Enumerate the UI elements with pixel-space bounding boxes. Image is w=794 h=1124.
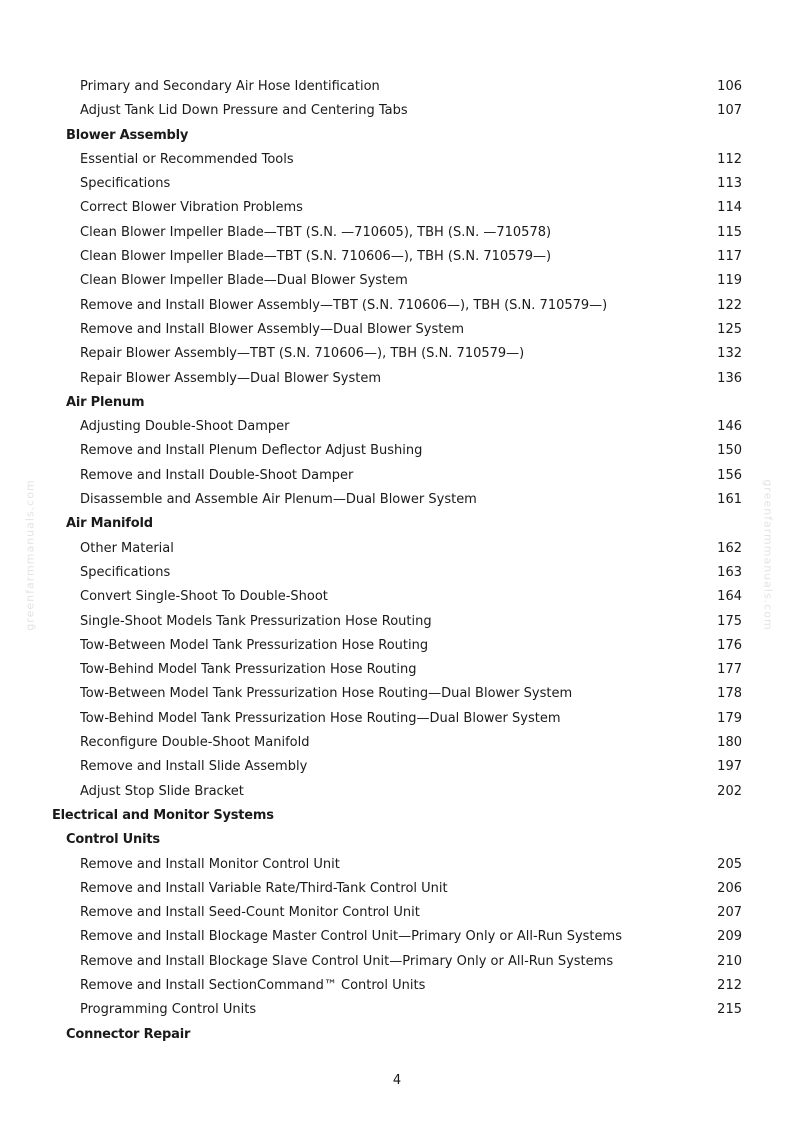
- toc-entry[interactable]: [0, 75, 794, 99]
- toc-entry[interactable]: [0, 901, 794, 925]
- toc-entry-title: Remove and Install SectionCommand™ Control Units: [80, 977, 426, 993]
- toc-page-number: 106: [717, 79, 742, 94]
- toc-entry-title: Remove and Install Monitor Control Unit: [80, 856, 340, 872]
- toc-entry[interactable]: [0, 439, 794, 463]
- toc-heading-title: Blower Assembly: [66, 127, 189, 143]
- toc-entry[interactable]: [0, 99, 794, 123]
- toc-page-number: 215: [717, 1002, 742, 1018]
- toc-page-number: 176: [717, 637, 742, 653]
- toc-entry-title: Remove and Install Blower Assembly—TBT (S.N. 710606—), TBH (S.N. 710579—): [80, 297, 608, 313]
- toc-entry[interactable]: [0, 294, 794, 318]
- toc-entry-title: Clean Blower Impeller Blade—TBT (S.N. 710606—), TBH (S.N. 710579—): [80, 249, 552, 265]
- toc-entry-title: Remove and Install Seed-Count Monitor Control Unit: [80, 905, 420, 921]
- toc-entry-title: Adjust Stop Slide Bracket: [80, 783, 244, 799]
- toc-entry-title: Clean Blower Impeller Blade—Dual Blower System: [80, 273, 408, 289]
- toc-entry-title: Repair Blower Assembly—TBT (S.N. 710606—), TBH (S.N. 710579—): [80, 346, 525, 362]
- toc-entry-title: Single-Shoot Models Tank Pressurization Hose Routing: [80, 613, 432, 629]
- toc-entry[interactable]: [0, 367, 794, 391]
- toc-page-number: 212: [717, 977, 742, 993]
- toc-entry[interactable]: [0, 464, 794, 488]
- toc-section-heading: [0, 124, 794, 148]
- toc-entry[interactable]: [0, 658, 794, 682]
- toc-heading-title: Control Units: [66, 832, 160, 848]
- toc-page-number: 117: [717, 249, 742, 265]
- toc-entry-title: Convert Single-Shoot To Double-Shoot: [80, 589, 328, 605]
- toc-entry[interactable]: [0, 245, 794, 269]
- toc-entry-title: Specifications: [80, 176, 171, 192]
- toc-entry-title: Correct Blower Vibration Problems: [80, 200, 303, 216]
- toc-entry[interactable]: [0, 925, 794, 949]
- toc-entry[interactable]: [0, 731, 794, 755]
- toc-entry-title: Tow-Between Model Tank Pressurization Hose Routing—Dual Blower System: [80, 686, 573, 702]
- toc-entry-title: Other Material: [80, 540, 174, 556]
- toc-page-number: 162: [717, 540, 742, 556]
- toc-entry-title: Remove and Install Blower Assembly—Dual Blower System: [80, 321, 465, 337]
- toc-page-number: 206: [717, 880, 742, 896]
- toc-page-number: 164: [717, 589, 742, 605]
- toc-entry-title: Programming Control Units: [80, 1002, 257, 1018]
- toc-entry[interactable]: [0, 172, 794, 196]
- toc-entry-title: Tow-Between Model Tank Pressurization Hose Routing: [80, 637, 429, 653]
- toc-entry-title: Tow-Behind Model Tank Pressurization Hose Routing—Dual Blower System: [80, 710, 561, 726]
- toc-entry[interactable]: [0, 415, 794, 439]
- toc-page-number: 163: [717, 564, 742, 580]
- toc-heading-title: Connector Repair: [66, 1026, 191, 1042]
- toc-page-number: 112: [717, 151, 742, 167]
- toc-section-heading: [0, 512, 794, 536]
- toc-entry-title: Reconfigure Double-Shoot Manifold: [80, 735, 310, 751]
- toc-entry-title: Remove and Install Variable Rate/Third-Tank Control Unit: [80, 880, 448, 896]
- watermark-left: greenfarmmanuals.com: [23, 479, 37, 631]
- toc-entry[interactable]: [0, 998, 794, 1022]
- toc-page-number: 197: [717, 759, 742, 775]
- toc-page-number: 207: [717, 905, 742, 921]
- toc-entry-title: Disassemble and Assemble Air Plenum—Dual Blower System: [80, 492, 477, 508]
- toc-page-number: 115: [717, 224, 742, 240]
- toc-entry[interactable]: [0, 269, 794, 293]
- toc-page-number: 205: [717, 856, 742, 872]
- toc-entry[interactable]: [0, 561, 794, 585]
- toc-entry-title: Remove and Install Blockage Slave Control Unit—Primary Only or All-Run Systems: [80, 953, 614, 969]
- toc-heading-title: Air Plenum: [66, 394, 145, 410]
- toc-page-number: 150: [717, 443, 742, 459]
- toc-entry[interactable]: [0, 950, 794, 974]
- toc-entry[interactable]: [0, 682, 794, 706]
- toc-page-number: 122: [717, 297, 742, 313]
- toc-page-number: 119: [717, 273, 742, 289]
- toc-entry[interactable]: [0, 974, 794, 998]
- toc-entry-title: Adjusting Double-Shoot Damper: [80, 419, 290, 435]
- toc-section-heading: [0, 804, 794, 828]
- toc-page-number: 210: [717, 953, 742, 969]
- toc-entry[interactable]: [0, 755, 794, 779]
- toc-page-number: 180: [717, 735, 742, 751]
- toc-entry-title: Remove and Install Plenum Deflector Adjust Bushing: [80, 443, 423, 459]
- toc-entry-title: Remove and Install Blockage Master Control Unit—Primary Only or All-Run Systems: [80, 929, 622, 945]
- toc-entry[interactable]: [0, 707, 794, 731]
- toc-page-number: 113: [717, 176, 742, 192]
- toc-entry[interactable]: [0, 148, 794, 172]
- toc-entry-title: Essential or Recommended Tools: [80, 151, 294, 167]
- toc-entry[interactable]: [0, 342, 794, 366]
- toc-entry-title: Adjust Tank Lid Down Pressure and Centering Tabs: [80, 103, 408, 119]
- toc-page-number: 107: [717, 103, 742, 119]
- toc-page-number: 132: [717, 346, 742, 362]
- toc-page-number: 178: [717, 686, 742, 702]
- toc-entry[interactable]: [0, 634, 794, 658]
- page-number: 4: [392, 1073, 402, 1088]
- toc-page-number: 114: [717, 200, 742, 216]
- toc-section-heading: [0, 828, 794, 852]
- toc-entry-title: Remove and Install Double-Shoot Damper: [80, 467, 354, 483]
- toc-page-number: 177: [717, 662, 742, 678]
- toc-page-number: 161: [717, 492, 742, 508]
- toc-entry[interactable]: [0, 610, 794, 634]
- toc-heading-title: Air Manifold: [66, 516, 153, 532]
- toc-entry-title: Clean Blower Impeller Blade—TBT (S.N. —710605), TBH (S.N. —710578): [80, 224, 552, 240]
- toc-section-heading: [0, 391, 794, 415]
- toc-entry-title: Remove and Install Slide Assembly: [80, 759, 308, 775]
- toc-entry-title: Tow-Behind Model Tank Pressurization Hose Routing: [80, 662, 417, 678]
- toc-entry[interactable]: [0, 877, 794, 901]
- toc-entry[interactable]: [0, 780, 794, 804]
- toc-page-number: 146: [717, 419, 742, 435]
- watermark-right: greenfarmmanuals.com: [761, 479, 775, 631]
- toc-entry[interactable]: [0, 221, 794, 245]
- toc-page-number: 125: [717, 321, 742, 337]
- toc-entry-title: Repair Blower Assembly—Dual Blower System: [80, 370, 382, 386]
- toc-entry-title: Specifications: [80, 564, 171, 580]
- toc-entry-title: Primary and Secondary Air Hose Identification: [80, 79, 380, 94]
- toc-entry[interactable]: [0, 853, 794, 877]
- toc-entry[interactable]: [0, 318, 794, 342]
- table-of-contents: [0, 75, 794, 1047]
- toc-entry[interactable]: [0, 537, 794, 561]
- toc-heading-title: Electrical and Monitor Systems: [52, 807, 274, 823]
- toc-entry[interactable]: [0, 488, 794, 512]
- toc-page-number: 175: [717, 613, 742, 629]
- toc-page-number: 136: [717, 370, 742, 386]
- toc-entry[interactable]: [0, 196, 794, 220]
- toc-page-number: 202: [717, 783, 742, 799]
- toc-page-number: 156: [717, 467, 742, 483]
- toc-page-number: 209: [717, 929, 742, 945]
- toc-section-heading: [0, 1023, 794, 1047]
- toc-page-number: 179: [717, 710, 742, 726]
- toc-entry[interactable]: [0, 585, 794, 609]
